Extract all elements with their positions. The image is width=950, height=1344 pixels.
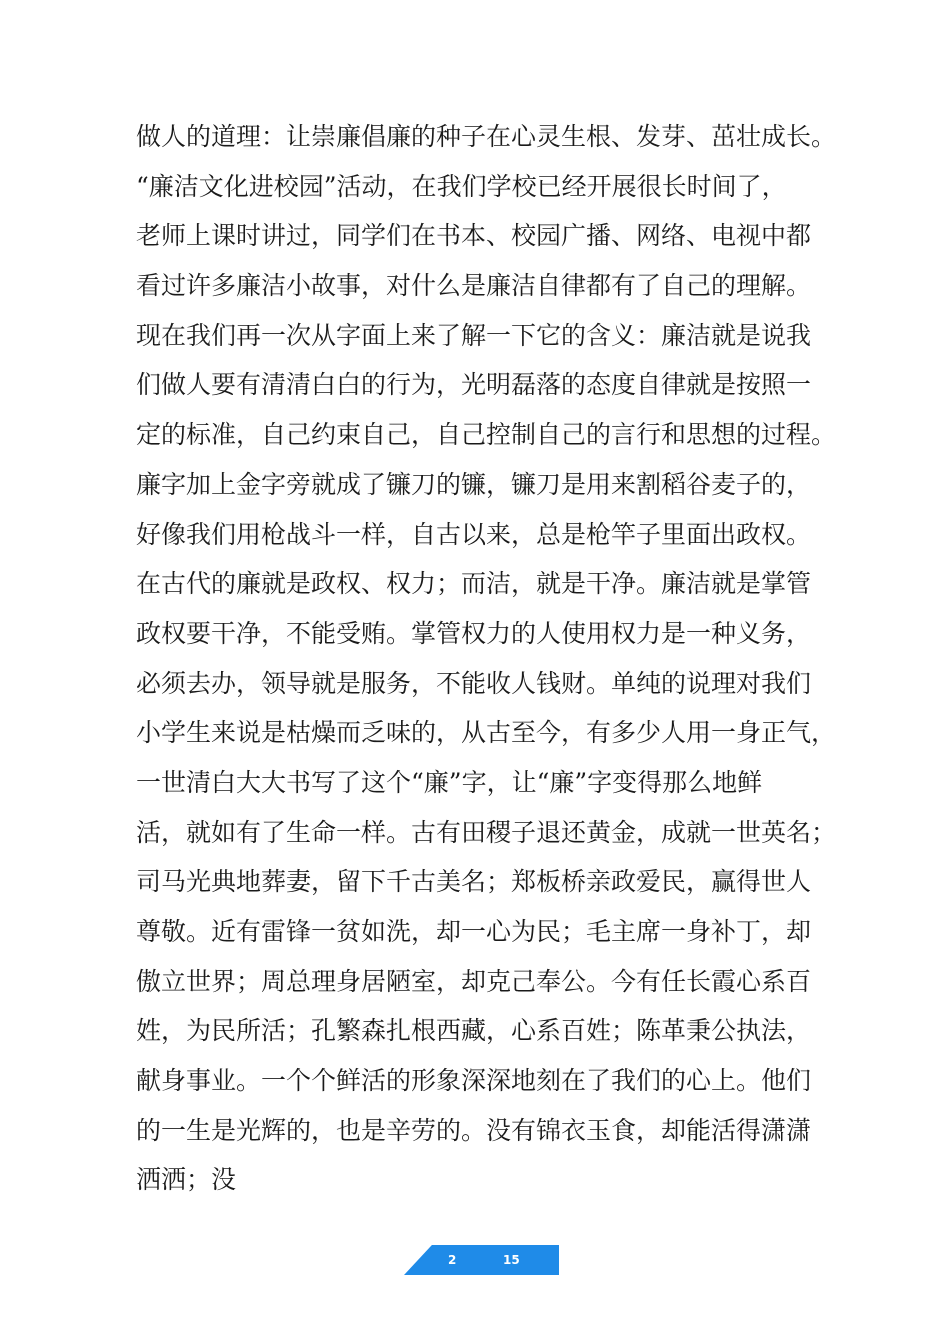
text-line: 司马光典地葬妻，留下千古美名；郑板桥亲政爱民，赢得世人 bbox=[136, 867, 812, 897]
text-line: 一世清白大大书写了这个“廉”字，让“廉”字变得那么地鲜 bbox=[136, 767, 763, 797]
text-line: 献身事业。一个个鲜活的形象深深地刻在了我们的心上。他们 bbox=[136, 1066, 812, 1096]
page-number-badge bbox=[404, 1245, 559, 1275]
text-line: 们做人要有清清白白的行为，光明磊落的态度自律就是按照一 bbox=[136, 370, 812, 400]
text-line: 的一生是光辉的，也是辛劳的。没有锦衣玉食，却能活得潇潇 bbox=[136, 1115, 812, 1145]
text-line: 活，就如有了生命一样。古有田稷子退还黄金，成就一世英名； bbox=[136, 817, 837, 847]
text-line: 定的标准，自己约束自己，自己控制自己的言行和思想的过程。 bbox=[136, 420, 837, 450]
text-line: 必须去办，领导就是服务，不能收人钱财。单纯的说理对我们 bbox=[136, 668, 812, 698]
text-line: 姓，为民所活；孔繁森扎根西藏，心系百姓；陈革秉公执法， bbox=[136, 1016, 812, 1046]
text-line: 廉字加上金字旁就成了镰刀的镰，镰刀是用来割稻谷麦子的， bbox=[136, 469, 812, 499]
text-line: 现在我们再一次从字面上来了解一下它的含义：廉洁就是说我 bbox=[136, 320, 812, 350]
text-line: “廉洁文化进校园”活动，在我们学校已经开展很长时间了， bbox=[136, 171, 787, 201]
text-line: 看过许多廉洁小故事，对什么是廉洁自律都有了自己的理解。 bbox=[136, 271, 812, 301]
text-line: 做人的道理：让崇廉倡廉的种子在心灵生根、发芽、茁壮成长。 bbox=[136, 122, 837, 151]
text-line: 好像我们用枪战斗一样，自古以来，总是枪竿子里面出政权。 bbox=[136, 519, 812, 549]
text-line: 傲立世界；周总理身居陋室，却克己奉公。今有任长霞心系百 bbox=[136, 966, 812, 996]
page-total: 15 bbox=[503, 1253, 520, 1267]
text-line: 政权要干净，不能受贿。掌管权力的人使用权力是一种义务， bbox=[136, 618, 812, 648]
body-text bbox=[136, 112, 846, 1205]
page-number: 2 bbox=[448, 1253, 457, 1267]
text-line: 在古代的廉就是政权、权力；而洁，就是干净。廉洁就是掌管 bbox=[136, 569, 812, 599]
text-line: 尊敬。近有雷锋一贫如洗，却一心为民；毛主席一身补丁，却 bbox=[136, 917, 812, 946]
text-line: 洒洒；没 bbox=[136, 1165, 237, 1195]
text-line: 老师上课时讲过，同学们在书本、校园广播、网络、电视中都 bbox=[136, 221, 812, 251]
text-line: 小学生来说是枯燥而乏味的，从古至今，有多少人用一身正气， bbox=[136, 718, 837, 748]
